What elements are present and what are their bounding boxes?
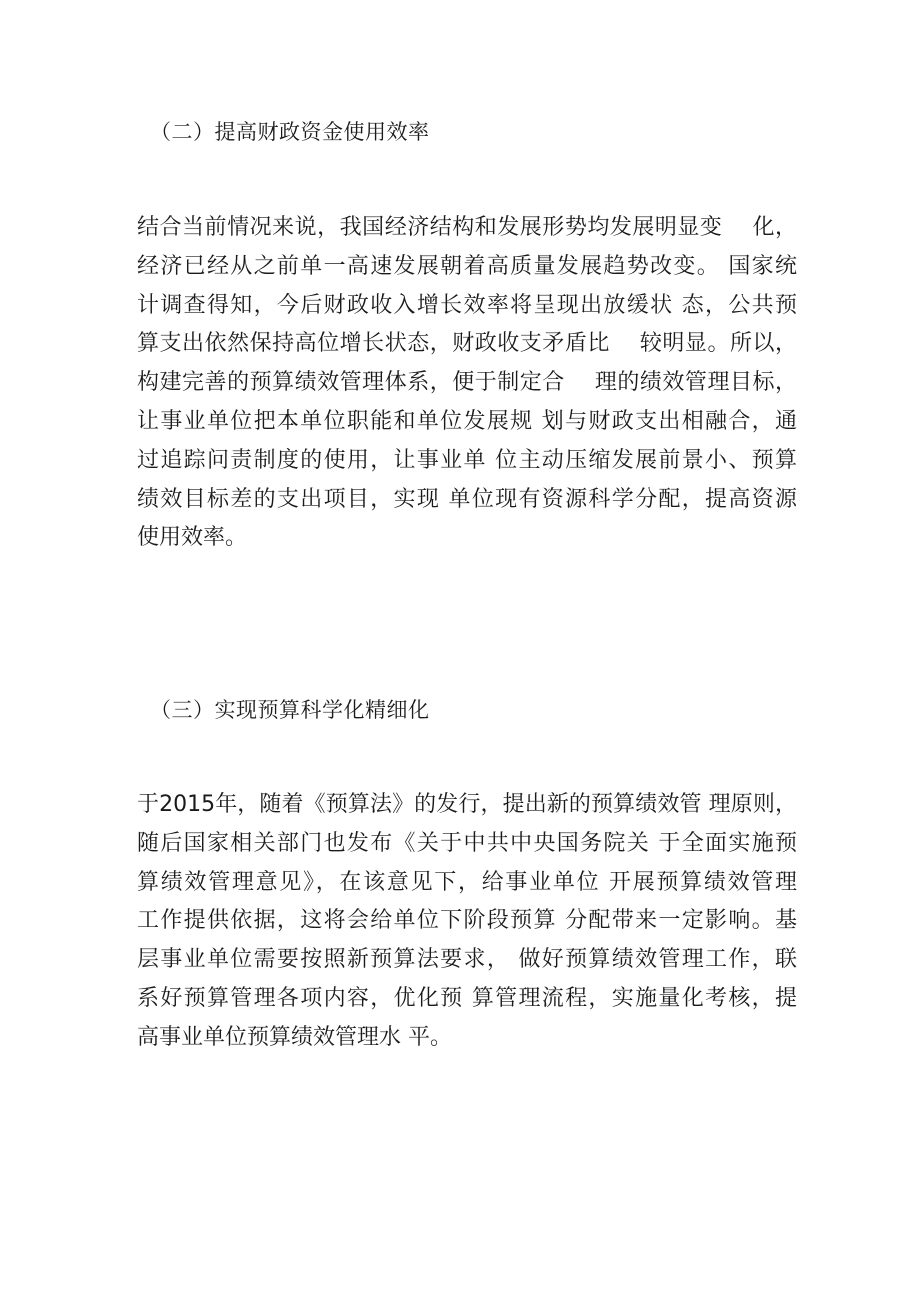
paragraph-line: 算绩效管理意见》，在该意见下，给事业单位 开展预算绩效管理 xyxy=(137,869,797,895)
paragraph-line: 系好预算管理各项内容，优化预 算管理流程，实施量化考核，提 xyxy=(137,985,797,1011)
paragraph-line: 结合当前情况来说，我国经济结构和发展形势均发展明显变 化， xyxy=(137,215,797,240)
paragraph-line: 计调查得知，今后财政收入增长效率将呈现出放缓状 态，公共预 xyxy=(137,292,797,318)
paragraph-line: 算支出依然保持高位增长状态，财政收支矛盾比 较明显。所以， xyxy=(137,331,797,357)
section-paragraph-2 xyxy=(137,209,797,558)
paragraph-line: 高事业单位预算绩效管理水 平。 xyxy=(137,1024,452,1050)
paragraph-line: 使用效率。 xyxy=(137,525,248,551)
paragraph-line: 经济已经从之前单一高速发展朝着高质量发展趋势改变。 国家统 xyxy=(137,253,797,279)
paragraph-line: 让事业单位把本单位职能和单位发展规 划与财政支出相融合，通 xyxy=(137,408,797,434)
paragraph-line: 绩效目标差的支出项目，实现 单位现有资源科学分配，提高资源 xyxy=(137,486,797,512)
section-paragraph-3 xyxy=(137,786,797,1058)
paragraph-line: 层事业单位需要按照新预算法要求， 做好预算绩效管理工作，联 xyxy=(137,947,797,973)
paragraph-line: 于2015年，随着《预算法》的发行，提出新的预算绩效管 理原则， xyxy=(137,792,797,817)
paragraph-line: 随后国家相关部门也发布《关于中共中央国务院关 于全面实施预 xyxy=(137,830,797,856)
paragraph-line: 构建完善的预算绩效管理体系，便于制定合 理的绩效管理目标， xyxy=(137,370,797,396)
paragraph-line: 工作提供依据，这将会给单位下阶段预算 分配带来一定影响。基 xyxy=(137,908,797,934)
paragraph-line: 过追踪问责制度的使用，让事业单 位主动压缩发展前景小、预算 xyxy=(137,447,797,473)
section-heading-2: （二）提高财政资金使用效率 xyxy=(150,120,430,144)
section-heading-3: （三）实现预算科学化精细化 xyxy=(150,698,430,722)
